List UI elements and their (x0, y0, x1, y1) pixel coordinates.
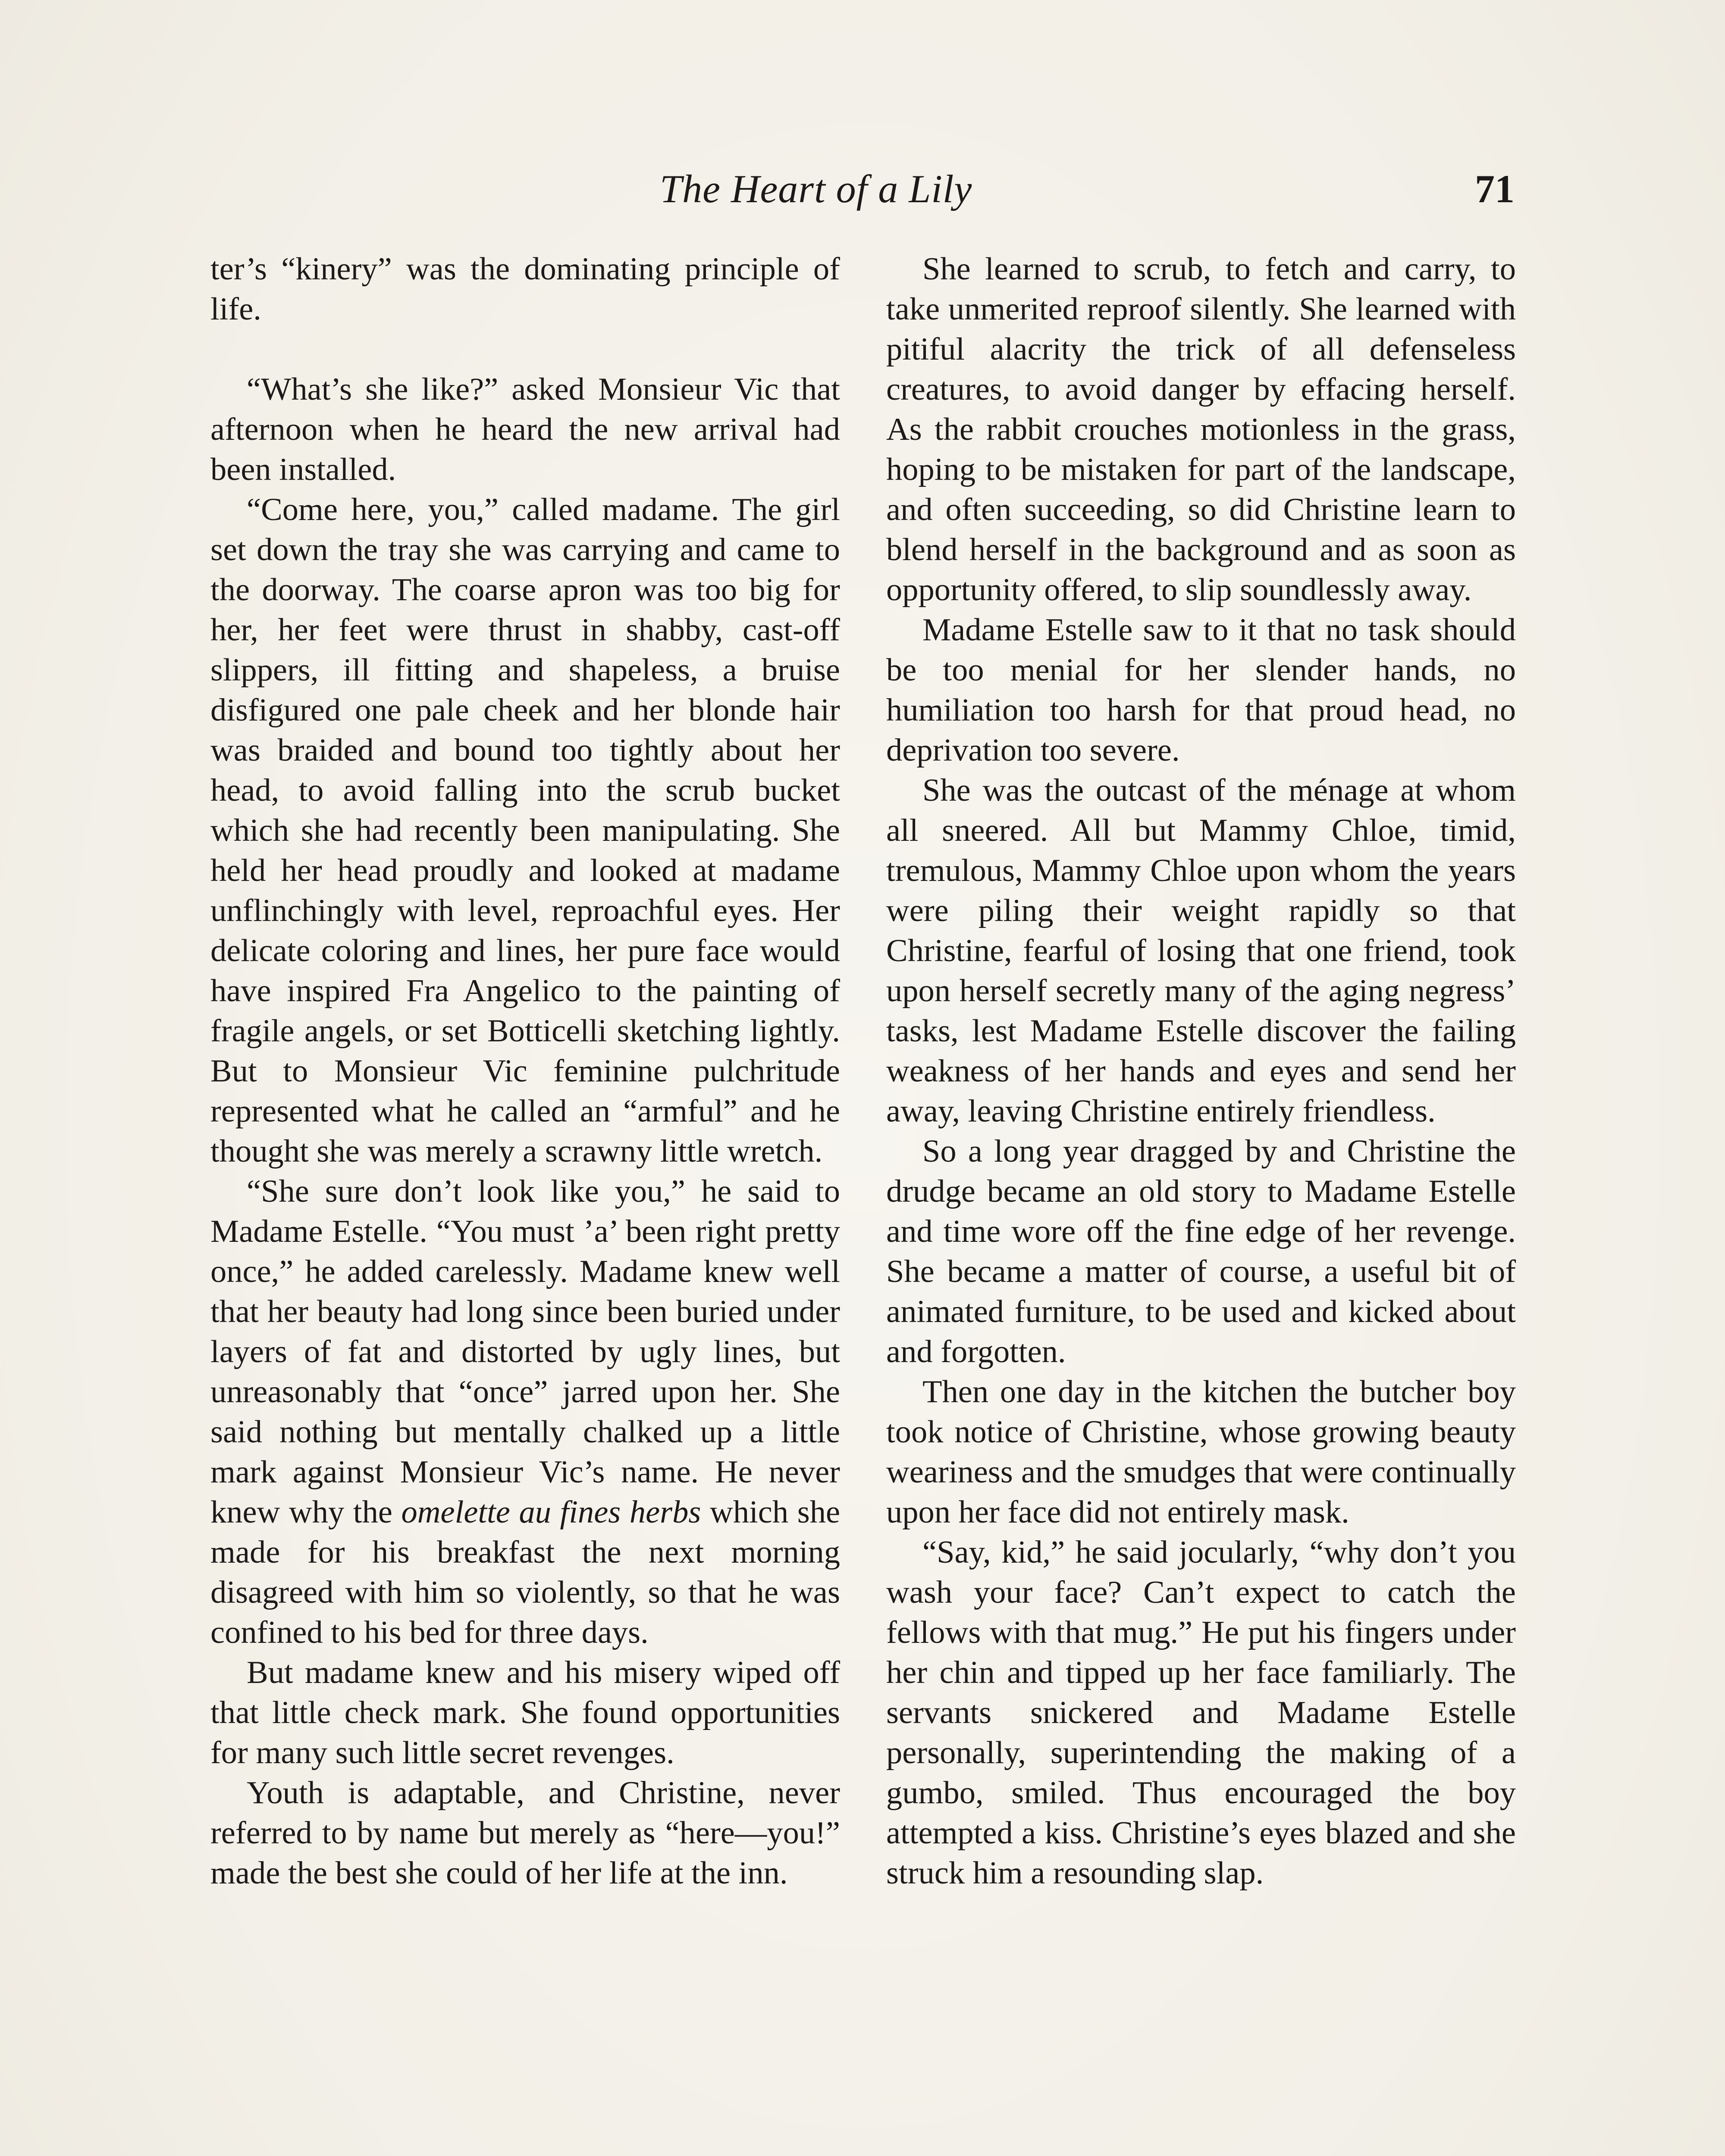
paragraph-text: which she made for his breakfast the next morning disagreed with him so violently, so that he was confined to his bed for three days. (210, 1495, 841, 1650)
left-column (210, 249, 840, 1893)
paragraph: But madame knew and his misery wiped off that little check mark. She found opportunities for many such little secret revenges. (210, 1655, 840, 1771)
paragraph: ter’s “kinery” was the dominating principle of life. (210, 251, 840, 327)
italic-dish-name: omelette au fines herbs (401, 1495, 701, 1530)
paragraph (210, 1172, 840, 1653)
paragraph: So a long year dragged by and Christine the drudge became an old story to Madame Estelle and time wore off the fine edge of her revenge. She became a matter of course, a useful bit of animated furniture, to be used and kicked about and forgotten. (886, 1134, 1516, 1369)
paragraph: “Come here, you,” called madame. The girl set down the tray she was carrying and came to the doorway. The coarse apron was too big for her, her feet were thrust in shabby, cast-off slippers, ill fitting and shapeless, a bruise disfigured one pale cheek and her blonde hair was braided and bound too tightly about her head, to avoid falling into the scrub bucket which she had recently been manipulating. She held her head proudly and looked at madame unflinchingly with level, reproachful eyes. Her delicate coloring and lines, her pure face would have inspired Fra Angelico to the painting of fragile angels, or set Botticelli sketching lightly. But to Monsieur Vic feminine pulchritude represented what he called an “armful” and he thought she was merely a scrawny little wretch. (210, 492, 840, 1169)
paragraph: “Say, kid,” he said jocularly, “why don’t you wash your face? Can’t expect to catch the fellows with that mug.” He put his fingers under her chin and tipped up her face familiarly. The servants snickered and Madame Estelle personally, superintending the making of a gumbo, smiled. Thus encouraged the boy attempted a kiss. Christine’s eyes blazed and she struck him a resounding slap. (886, 1535, 1516, 1891)
paragraph: Then one day in the kitchen the butcher boy took notice of Christine, whose growing beauty weariness and the smudges that were continually upon her face did not entirely mask. (886, 1374, 1516, 1530)
running-title: The Heart of a Lily (660, 167, 972, 211)
running-header (0, 166, 1725, 231)
paragraph: Youth is adaptable, and Christine, never referred to by name but merely as “here—you!” made the best she could of her life at the inn. (210, 1775, 840, 1891)
paragraph: She was the outcast of the ménage at whom all sneered. All but Mammy Chloe, timid, tremulous, Mammy Chloe upon whom the years were piling their weight rapidly so that Christine, fearful of losing that one friend, took upon herself secretly many of the aging negress’ tasks, lest Madame Estelle discover the failing weakness of her hands and eyes and send her away, leaving Christine entirely friendless. (886, 773, 1516, 1129)
paragraph: Madame Estelle saw to it that no task should be too menial for her slender hands, no humiliation too harsh for that proud head, no deprivation too severe. (886, 612, 1516, 768)
paragraph: “What’s she like?” asked Monsieur Vic that afternoon when he heard the new arrival had been installed. (210, 372, 840, 487)
page-number: 71 (1475, 167, 1515, 211)
paragraph: She learned to scrub, to fetch and carry, to take unmerited reproof silently. She learned with pitiful alacrity the trick of all defenseless creatures, to avoid danger by effacing herself. As the rabbit crouches motionless in the grass, hoping to be mistaken for part of the landscape, and often succeeding, so did Christine learn to blend herself in the background and as soon as opportunity offered, to slip soundlessly away. (886, 251, 1516, 608)
paragraph-text: “She sure don’t look like you,” he said to Madame Estelle. “You must ’a’ been right pretty once,” he added carelessly. Madame knew well that her beauty had long since been buried under layers of fat and distorted by ugly lines, but unreasonably that “once” jarred upon her. She said nothing but mentally chalked up a little mark against Monsieur Vic’s name. He never knew why the (210, 1174, 840, 1530)
right-column (886, 249, 1516, 1893)
